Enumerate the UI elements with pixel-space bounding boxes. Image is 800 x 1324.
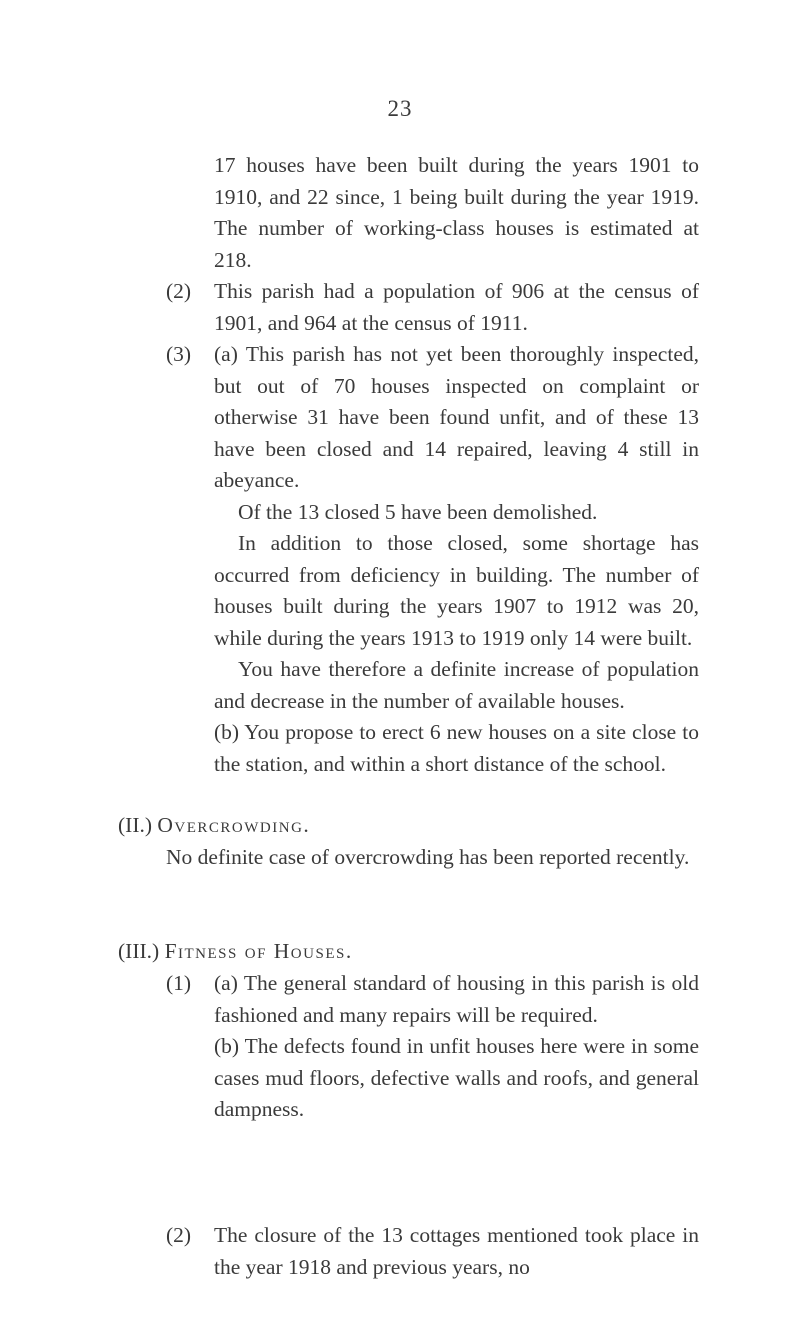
section-ii-number: (II.) xyxy=(118,813,153,837)
intro-text: 17 houses have been built during the years 1901 to 1910, and 22 since, 1 being built during the year 1919. The number of working-class houses is estimated at 218. xyxy=(214,153,699,272)
section-iii-item-1-block xyxy=(214,968,699,1126)
item-2-text: This parish had a population of 906 at the census of 1901, and 964 at the census of 1911. xyxy=(214,279,699,335)
section-iii-item-1-marker: (1) xyxy=(166,971,192,995)
section-ii-title: Overcrowding. xyxy=(157,813,311,837)
section-iii-heading xyxy=(118,936,353,968)
item-3-marker: (3) xyxy=(166,342,192,366)
item-3-para-increase: You have therefore a definite increase of population and decrease in the number of available houses. xyxy=(214,657,699,713)
item-2-paragraph xyxy=(214,276,699,339)
section-ii-heading xyxy=(118,810,310,842)
section-ii-paragraph xyxy=(166,842,699,874)
section-iii-item-1-para-b: (b) The defects found in unfit houses here were in some cases mud floors, defective walls and roofs, and general dampness. xyxy=(214,1034,699,1121)
item-3-para-a: (a) This parish has not yet been thoroughly inspected, but out of 70 houses inspected on complaint or otherwise 31 have been found unfit, and of these 13 have been closed and 14 repaired, leaving 4 still in abeyance. xyxy=(214,342,699,492)
intro-paragraph xyxy=(214,150,699,276)
item-3-para-addition: In addition to those closed, some shortage has occurred from deficiency in building. The number of houses built during the years 1907 to 1912 was 20, while during the years 1913 to 1919 only 14 were built. xyxy=(214,531,699,650)
item-3-para-demolished: Of the 13 closed 5 have been demolished. xyxy=(238,499,598,524)
section-iii-title: Fitness of Houses. xyxy=(164,939,353,963)
item-2-marker: (2) xyxy=(166,279,192,303)
item-3-block xyxy=(214,339,699,780)
section-iii-item-2-marker: (2) xyxy=(166,1223,192,1247)
item-3-para-b: (b) You propose to erect 6 new houses on a site close to the station, and within a short distance of the school. xyxy=(214,720,699,776)
section-ii-text: No definite case of overcrowding has been reported recently. xyxy=(166,845,690,869)
section-iii-item-1-para-a: (a) The general standard of housing in this parish is old fashioned and many repairs will be required. xyxy=(214,971,699,1027)
page-number: 23 xyxy=(387,96,413,121)
section-iii-item-2-block xyxy=(214,1220,699,1283)
section-iii-number: (III.) xyxy=(118,939,160,963)
section-iii-item-2-text: The closure of the 13 cottages mentioned took place in the year 1918 and previous years, no xyxy=(214,1223,699,1279)
